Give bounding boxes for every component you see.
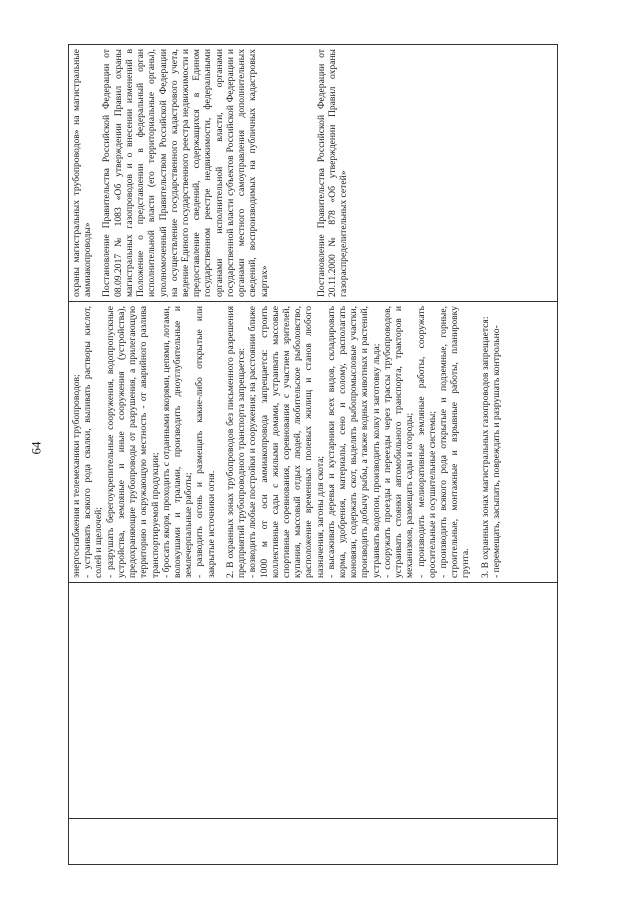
restriction-heading: 2. В охранных зонах трубопроводов без письменного разрешения предприятий трубопроводного транспорта запрещается: bbox=[224, 306, 248, 578]
restriction-line: энергоснабжения и телемеханики трубопроводов; bbox=[71, 374, 82, 578]
restriction-line: - высаживать деревья и кустарники всех видов, складировать корма, удобрения, материалы, сено и солому, располагать коновязи, содержать скот, выделять рыбопромысловые участки, производить добычу рыбы, а также водных животных и растений, устраивать водопои, производить колку и заготовку льда; bbox=[325, 306, 382, 578]
table-row bbox=[69, 45, 558, 865]
rotated-page bbox=[68, 45, 558, 865]
legal-reference: Постановление Правительства Российской Федерации от 08.09.2017 № 1083 «Об утверждении Правил охраны магистральных газопроводов и о внесении изменений в Положение о представлении в федеральный орган исполнительной власти (его территориальные органы), уполномоченный Правительством Российской Федерации на осуществление государственного кадастрового учета, ведение Единого государственного реестра недвижимости и предоставление сведений, содержащихся в Едином государственном реестре недвижимости, федеральными органами исполнительной власти, органами государственной власти субъектов Российской Федерации и органами местного самоуправления дополнительных сведений, воспроизводимых на публичных кадастровых картах» bbox=[101, 49, 270, 297]
legal-reference: Постановление Правительства Российской Федерации от 20.11.2000 № 878 «Об утверждении Правил охраны газораспределительных сетей» bbox=[315, 49, 350, 297]
cell-legal-basis bbox=[69, 45, 558, 302]
restriction-line: - разрушать берегоукрепительные сооружения, водопропускные устройства, земляные и иные сооружения (устройства), предохраняющие трубопроводы от разрушения, а прилегающую территорию и окружающую местность - от аварийного разлива транспортируемой продукции; bbox=[104, 306, 161, 578]
restriction-line: - перемещать, засыпать, повреждать и разрушать контрольно- bbox=[490, 325, 502, 578]
restriction-heading: 3. В охранных зонах магистральных газопроводов запрещается: bbox=[479, 316, 491, 578]
restriction-line: - устраивать всякого рода свалки, выливать растворы кислот, солей и щелочей; bbox=[82, 306, 105, 578]
restriction-line: - возводить любые постройки и сооружения; на расстоянии ближе 1000 м от оси аммиакопровода запрещается: строить коллективные сады с жилыми домами, устраивать массовые спортивные соревнования, соревнования с участием зрителей, купания, массовый отдых людей, любительское рыболовство, расположение временных полевых жилищ и станов любого назначения, загоны для скота; bbox=[247, 306, 326, 578]
legal-reference: охраны магистральных трубопроводов» на магистральные аммиакопроводы» bbox=[71, 49, 94, 297]
restriction-line: - разводить огонь и размещать какие-либо открытые или закрытые источники огня. bbox=[194, 306, 217, 578]
restriction-line: - производить всякого рода открытые и подземные, горные, строительные, монтажные и взрывные работы, планировку грунта. bbox=[438, 306, 472, 578]
restriction-line: - производить мелиоративные земляные работы, сооружать оросительные и осушительные системы; bbox=[415, 306, 438, 578]
restriction-line: - бросать якоря, проходить с отданными якорями, цепями, лотами, волокушами и тралами, производить дноуглубительные и землечерпальные работы; bbox=[160, 306, 195, 578]
page-number: 64 bbox=[28, 441, 44, 455]
cell-restrictions bbox=[69, 302, 558, 583]
cell-number bbox=[69, 819, 558, 865]
restriction-line: - сооружать проезды и переезды через трассы трубопроводов, устраивать стоянки автомобильного транспорта, тракторов и механизмов, размещать сады и огороды; bbox=[381, 306, 416, 578]
cell-object bbox=[69, 583, 558, 819]
regulation-table bbox=[68, 44, 558, 865]
